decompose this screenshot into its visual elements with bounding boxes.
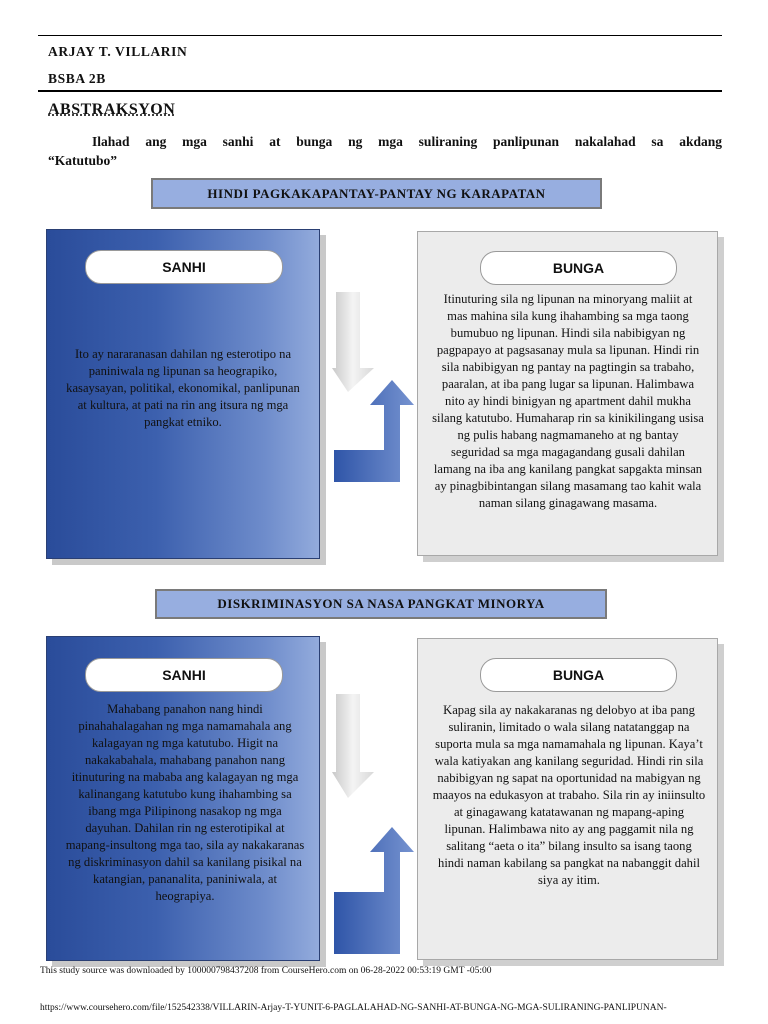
section-1-up-arrow (334, 380, 414, 482)
top-rule (38, 35, 722, 36)
section-1-cause-text: Ito ay nararanasan dahilan ng esterotipo na paniniwala ng lipunan sa heograpiko, kasaysayan, politikal, ekonomikal, panlipunan at kultura, at pati na rin ang itsura ng mga pangkat etniko. (66, 347, 300, 429)
section-2-cause-text: Mahabang panahon nang hindi pinahahalagahan ng mga namamahala ang kalagayan ng mga katutubo. Higit na nakakabahala, mahabang panahon nang itinuturing na mababa ang kalagayan ng mga kalinangang katutubo kung ihahambing sa ibang mga Pilipinong nasakop ng mga dayuhan. Dahilan rin ng esterotipikal at mapang-insultong mga tao, sila ay nakakaranas ng diskriminasyon dahil sa kanilang pisikal na katangian, pananalita, paniniwala, at heograpiya. (65, 702, 305, 903)
section-2-up-arrow (334, 827, 414, 954)
instruction-line-1 (48, 132, 722, 151)
page-title: ABSTRAKSYON (48, 101, 176, 118)
instruction-line-2: “Katutubo” (48, 153, 118, 168)
section-1-down-arrow (332, 292, 374, 392)
section-label: BSBA 2B (48, 71, 106, 86)
section-2-down-arrow (332, 694, 374, 798)
section-2-effect-box (417, 638, 718, 960)
author-name: ARJAY T. VILLARIN (48, 44, 188, 59)
section-2-effect-label: BUNGA (480, 658, 677, 692)
section-1-cause-label: SANHI (85, 250, 283, 284)
section-1-effect-text: Itinuturing sila ng lipunan na minoryang maliit at mas mahina sila kung ihahambing sa mga taong bumubuo ng lipunan. Hindi sila nabibigyan ng pagpapayo at pagsasanay mula sa lipunan. Hindi rin sila nabibigyan ng pantay na pagtingin sa trabaho, paaralan, at iba pang lugar sa lipunan. Halimbawa nito ay hindi binigyan ng apartment dahil mukha silang katutubo. Humaharap rin sa kinikilingang usisa ng pulis habang nagmamaneho at ng bantay seguridad sa mga magagandang gusali dahilan lamang na iba ang kanilang pangkat sapgakta minsan ay pinagbibintangan silang masamang tao kahit wala naman silang ginagawang masama. (432, 292, 704, 510)
section-2-cause-box (46, 636, 320, 961)
section-1-banner: HINDI PAGKAKAPANTAY-PANTAY NG KARAPATAN (151, 178, 602, 209)
source-url[interactable]: https://www.coursehero.com/file/152542338/VILLARIN-Arjay-T-YUNIT-6-PAGLALAHAD-NG-SANHI-AT-BUNGA-NG-MGA-SULIRANING-PANLIPUNAN- (40, 1003, 667, 1013)
section-2-banner: DISKRIMINASYON SA NASA PANGKAT MINORYA (155, 589, 607, 619)
section-1-effect-label: BUNGA (480, 251, 677, 285)
section-2-cause-label: SANHI (85, 658, 283, 692)
section-1-arrow-graphic (330, 290, 420, 490)
instruction-text: Ilahad ang mga sanhi at bunga ng mga suliraning panlipunan nakalahad sa akdang (92, 134, 722, 149)
source-note: This study source was downloaded by 100000798437208 from CourseHero.com on 06-28-2022 00:53:19 GMT -05:00 (40, 966, 492, 976)
header-rule (38, 90, 722, 92)
section-1-effect-box (417, 231, 718, 556)
section-2-effect-text: Kapag sila ay nakakaranas ng delobyo at iba pang suliranin, limitado o wala silang natatanggap na suporta mula sa mga namamahala ng lipunan. Kaya’t wala katiyakan ang kanilang seguridad. Hindi rin sila nabibigyan ng sapat na oportunidad na mabigyan ng maayos na edukasyon at trabaho. Sila rin ay iniinsulto at ginagawang katatawanan ng mapang-aping lipunan. Halimbawa nito ay ang paggamit nila ng salitang “aeta o ita” bilang insulto sa isang taong hindi naman kabilang sa pangkat na nabanggit dahil siya ay itim. (432, 703, 706, 887)
section-2-arrow-graphic (330, 692, 420, 962)
section-1-cause-box (46, 229, 320, 559)
